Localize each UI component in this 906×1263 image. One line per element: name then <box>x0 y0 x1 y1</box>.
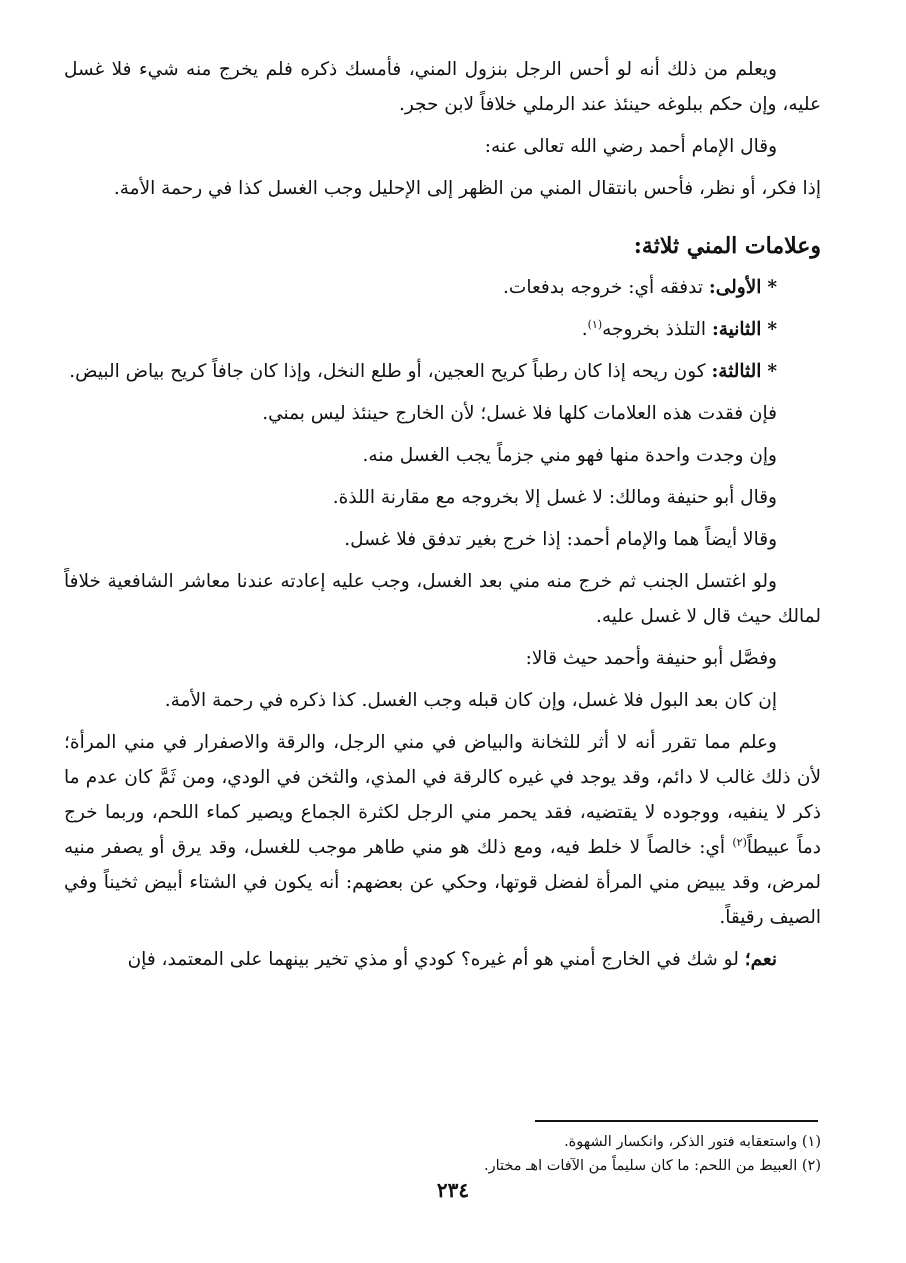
sign-first <box>64 270 821 305</box>
footnote-divider <box>535 1120 818 1122</box>
paragraph-text: لو شك في الخارج أمني هو أم غيره؟ كودي أو مذي تخير بينهما على المعتمد، فإن <box>127 949 745 970</box>
sign-end: . <box>581 319 588 340</box>
star-marker: * <box>767 319 777 340</box>
sign-second <box>64 312 821 347</box>
sign-text: تدفقه أي: خروجه بدفعات. <box>503 277 704 298</box>
paragraph-detail: وفصَّل أبو حنيفة وأحمد حيث قالا: <box>525 648 777 669</box>
bold-word: نعم؛ <box>744 949 777 970</box>
paragraph-rahmat-ummah: إذا فكر، أو نظر، فأحس بانتقال المني من الظهر إلى الإحليل وجب الغسل كذا في رحمة الأمة. <box>113 178 821 199</box>
footnote-2: (٢) العبيط من اللحم: ما كان سليماً من الآفات اهـ مختار. <box>484 1158 821 1174</box>
footnotes <box>64 1130 821 1178</box>
main-text <box>64 52 821 977</box>
paragraph-abu-hanifa-malik: وقال أبو حنيفة ومالك: لا غسل إلا بخروجه مع مقارنة اللذة. <box>332 487 777 508</box>
sign-label: الثانية: <box>711 319 762 340</box>
star-marker: * <box>767 277 777 298</box>
paragraph-sperm-hold: ويعلم من ذلك أنه لو أحس الرجل بنزول المني، فأمسك ذكره فلم يخرج منه شيء فلا غسل عليه، وإن حكم ببلوغه حينئذ عند الرملي خلافاً لابن حجر. <box>64 59 821 115</box>
paragraph-no-signs: فإن فقدت هذه العلامات كلها فلا غسل؛ لأن الخارج حينئذ ليس بمني. <box>262 403 777 424</box>
footnote-1: (١) واستعقابه فتور الذكر، وانكسار الشهوة. <box>564 1134 821 1150</box>
paragraph-text: أي: خالصاً لا خلط فيه، ومع ذلك هو مني طاهر موجب للغسل، وقد يرق أو يصفر منيه لمرض، وقد يبيض مني المرأة لفضل قوتها، وحكي عن بعضهم: أنه يكون في الشتاء أبيض ثخيناً وفي الصيف رقيقاً. <box>64 837 821 928</box>
star-marker: * <box>767 361 777 382</box>
sign-text: كون ريحه إذا كان رطباً كريح العجين، أو طلع النخل، وإذا كان جافاً كريح بياض البيض. <box>69 361 706 382</box>
paragraph-repeat-ghusl: ولو اغتسل الجنب ثم خرج منه مني بعد الغسل، وجب عليه إعادته عندنا معاشر الشافعية خلافاً لمالك حيث قال لا غسل عليه. <box>64 571 821 627</box>
footnote-ref-2[interactable]: (٢) <box>732 835 747 849</box>
sign-label: الثالثة: <box>711 361 762 382</box>
paragraph-thickness <box>64 725 821 935</box>
sign-label: الأولى: <box>708 277 762 298</box>
paragraph-doubt <box>64 942 821 977</box>
section-heading: وعلامات المني ثلاثة: <box>633 233 821 259</box>
sign-text: التلذذ بخروجه <box>602 319 707 340</box>
paragraph-ahmad: وقالا أيضاً هما والإمام أحمد: إذا خرج بغير تدفق فلا غسل. <box>344 529 777 550</box>
paragraph-one-sign: وإن وجدت واحدة منها فهو مني جزماً يجب الغسل منه. <box>362 445 777 466</box>
sign-third <box>64 354 821 389</box>
paragraph-text: وعلم مما تقرر أنه لا أثر للثخانة والبياض في مني الرجل، والرقة والاصفرار في مني المرأة؛ لأن ذلك غالب لا دائم، وقد يوجد في غيره كالرقة في المذي، والثخن في الودي، ومن ثَمَّ كان عدم ما ذكر لا ينفيه، ووجوده لا يقتضيه، فقد يحمر مني الرجل لكثرة الجماع ويصير كماء اللحم، وربما خرج دماً عبيطاً <box>64 732 821 858</box>
page-number: ٢٣٤ <box>436 1178 470 1202</box>
footnote-ref-1[interactable]: (١) <box>587 317 603 331</box>
paragraph-imam-ahmad: وقال الإمام أحمد رضي الله تعالى عنه: <box>484 136 777 157</box>
paragraph-urine: إن كان بعد البول فلا غسل، وإن كان قبله وجب الغسل. كذا ذكره في رحمة الأمة. <box>164 690 777 711</box>
